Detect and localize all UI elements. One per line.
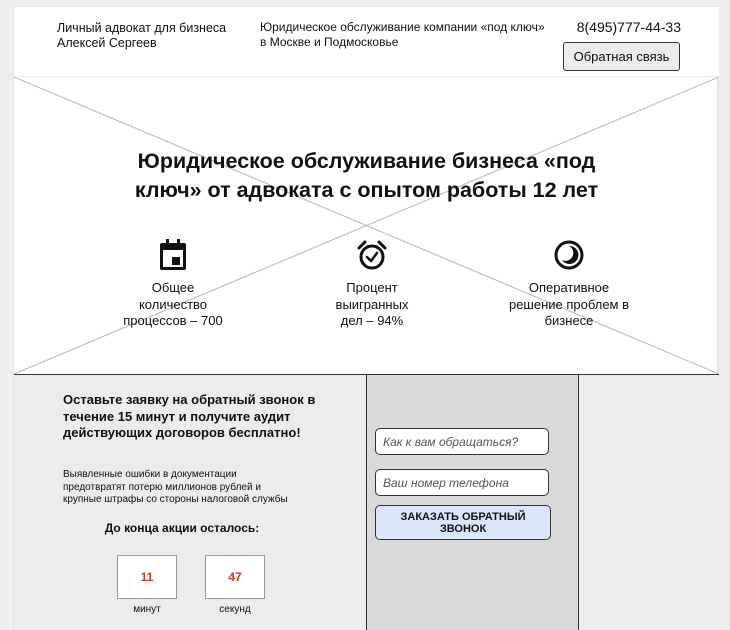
feedback-button[interactable]: Обратная связь xyxy=(563,42,680,71)
stat-processes-text xyxy=(98,280,248,330)
stat-processes-line-2: количество xyxy=(138,296,208,312)
stat-processes-line-1: Общее xyxy=(151,280,195,295)
header-tagline xyxy=(260,20,545,50)
offer-panel xyxy=(14,375,367,630)
offer-title-line-3: действующих договоров бесплатно! xyxy=(63,425,301,440)
stat-operational-line-3: бизнесе xyxy=(544,313,594,328)
offer-description xyxy=(63,469,333,507)
tagline-line-1: Юридическое обслуживание компании «под ключ» xyxy=(260,20,545,34)
stat-win-rate xyxy=(297,239,447,330)
countdown-seconds-label: секунд xyxy=(219,604,251,615)
landing-page xyxy=(13,6,718,630)
name-input[interactable] xyxy=(375,428,549,455)
hero-title-line-2: ключ» от адвоката с опытом работы 12 лет xyxy=(134,178,599,202)
alarm-clock-icon xyxy=(356,239,388,271)
stat-operational-line-1: Оперативное xyxy=(528,280,610,295)
offer-description-line-3: крупные штрафы со стороны налоговой службы xyxy=(63,494,288,505)
offer-title-line-1: Оставьте заявку на обратный звонок в xyxy=(63,392,316,407)
phone-input[interactable] xyxy=(375,469,549,496)
countdown-minutes: 11 xyxy=(117,555,177,599)
hero-section xyxy=(14,77,719,374)
offer-title xyxy=(63,392,333,442)
callback-form xyxy=(367,375,579,630)
stat-operational xyxy=(494,239,644,330)
owner-block xyxy=(57,21,226,51)
side-panel xyxy=(579,375,719,630)
stat-processes-line-3: процессов – 700 xyxy=(123,313,223,328)
tagline-line-2: в Москве и Подмосковье xyxy=(260,35,399,49)
hero-title xyxy=(14,147,719,205)
stat-win-rate-text xyxy=(297,280,447,330)
offer-description-line-1: Выявленные ошибки в документации xyxy=(63,469,237,480)
offer-description-line-2: предотвратят потерю миллионов рублей и xyxy=(63,481,261,493)
countdown-label: До конца акции осталось: xyxy=(104,521,260,535)
stat-win-rate-line-1: Процент xyxy=(346,280,398,295)
calendar-icon xyxy=(158,239,188,271)
countdown-seconds: 47 xyxy=(205,555,265,599)
callback-section xyxy=(14,374,719,630)
phone-number[interactable]: 8(495)777-44-33 xyxy=(576,19,681,35)
offer-title-line-2: течение 15 минут и получите аудит xyxy=(63,408,291,424)
owner-name: Алексей Сергеев xyxy=(57,36,157,50)
stat-processes xyxy=(98,239,248,330)
countdown-minutes-label: минут xyxy=(133,604,161,615)
stat-operational-text xyxy=(494,280,644,330)
order-callback-button[interactable]: ЗАКАЗАТЬ ОБРАТНЫЙ ЗВОНОК xyxy=(375,505,551,540)
stat-win-rate-line-3: дел – 94% xyxy=(340,313,404,328)
hero-title-line-1: Юридическое обслуживание бизнеса «под xyxy=(137,149,596,173)
stat-win-rate-line-2: выигранных xyxy=(335,296,409,312)
owner-role: Личный адвокат для бизнеса xyxy=(57,21,227,35)
half-moon-icon xyxy=(553,239,585,271)
header xyxy=(14,7,719,77)
stat-operational-line-2: решение проблем в xyxy=(508,296,630,312)
